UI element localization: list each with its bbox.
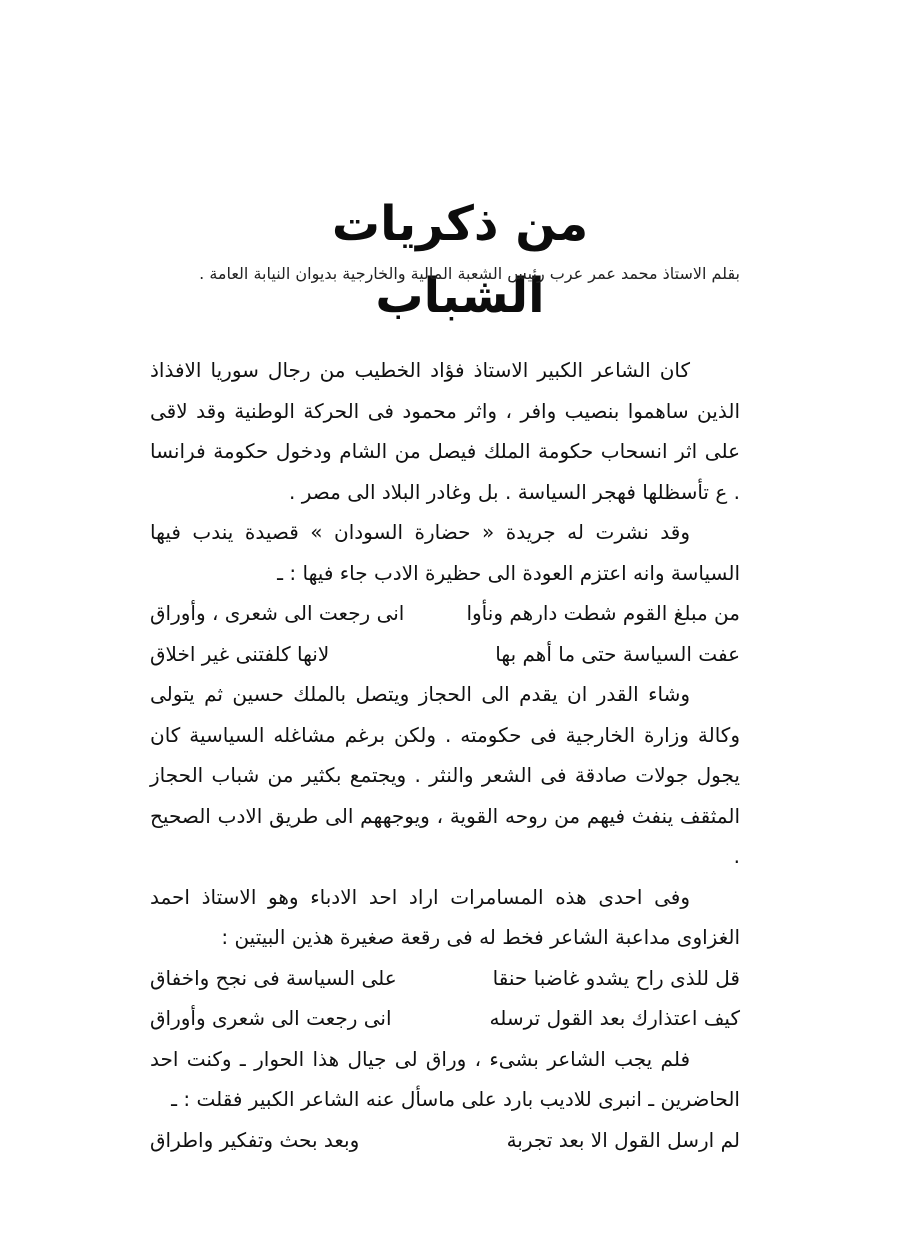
poem-gazzawi (150, 958, 740, 1039)
article-body (150, 350, 740, 1160)
poem-verse (150, 634, 740, 675)
verse-left-hemistich: انى رجعت الى شعرى وأوراق (150, 1006, 392, 1030)
verse-left-hemistich: انى رجعت الى شعرى ، وأوراق (150, 601, 405, 625)
poem-verse (150, 593, 740, 634)
verse-right-hemistich: عفت السياسة حتى ما أهم بها (495, 641, 740, 666)
verse-left-hemistich: على السياسة فى نجح واخفاق (150, 965, 397, 990)
article-title: من ذكريات الشباب (331, 196, 589, 324)
poem-verse (150, 1120, 740, 1161)
paragraph-newspaper: وقد نشرت له جريدة « حضارة السودان » قصيدة يندب فيها السياسة وانه اعتزم العودة الى حظيرة الادب جاء فيها : ـ (150, 520, 740, 585)
paragraph-hijaz: وشاء القدر ان يقدم الى الحجاز ويتصل بالملك حسين ثم يتولى وكالة وزارة الخارجية فى حكومته . ولكن برغم مشاغله السياسية كان يجول جولات صادقة فى الشعر والنثر . ويجتمع بكثير من شباب الحجاز المثقف ينفث فيهم من روحه القوية ، ويوجههم الى طريق الادب الصحيح . (150, 682, 740, 868)
poem-author (150, 1120, 740, 1161)
poem-verse (150, 958, 740, 999)
poem-khatib (150, 593, 740, 674)
verse-right-hemistich: كيف اعتذارك بعد القول ترسله (489, 1006, 740, 1030)
paragraph-gazzawi: وفى احدى هذه المسامرات اراد احد الادباء وهو الاستاذ احمد الغزاوى مداعبة الشاعر فخط له فى رقعة صغيرة هذين البيتين : (150, 884, 740, 949)
paragraph-reply: فلم يجب الشاعر بشىء ، وراق لى جيال هذا الحوار ـ وكنت احد الحاضرين ـ انبرى للاديب بارد على ماسأل عنه الشاعر الكبير فقلت : ـ (150, 1046, 740, 1111)
paragraph-intro: كان الشاعر الكبير الاستاذ فؤاد الخطيب من رجال سوريا الافذاذ الذين ساهموا بنصيب وافر ، واثر محمود فى الحركة الوطنية وقد لاقى على اثر انسحاب حكومة الملك فيصل من الشام ودخول حكومة فرانسا . ع تأسظلها فهجر السياسة . بل وغادر البلاد الى مصر . (150, 358, 740, 504)
verse-right-hemistich: قل للذى راح يشدو غاضبا حنقا (492, 965, 740, 990)
verse-right-hemistich: من مبلغ القوم شطت دارهم ونأوا (466, 601, 740, 625)
article-byline: بقلم الاستاذ محمد عمر عرب رئيس الشعبة المالية والخارجية بديوان النيابة العامة . (199, 264, 740, 283)
verse-left-hemistich: لانها كلفتنى غير اخلاق (150, 641, 330, 666)
verse-right-hemistich: لم ارسل القول الا بعد تجربة (506, 1127, 740, 1152)
poem-verse (150, 998, 740, 1039)
verse-left-hemistich: وبعد بحث وتفكير واطراق (150, 1127, 360, 1152)
